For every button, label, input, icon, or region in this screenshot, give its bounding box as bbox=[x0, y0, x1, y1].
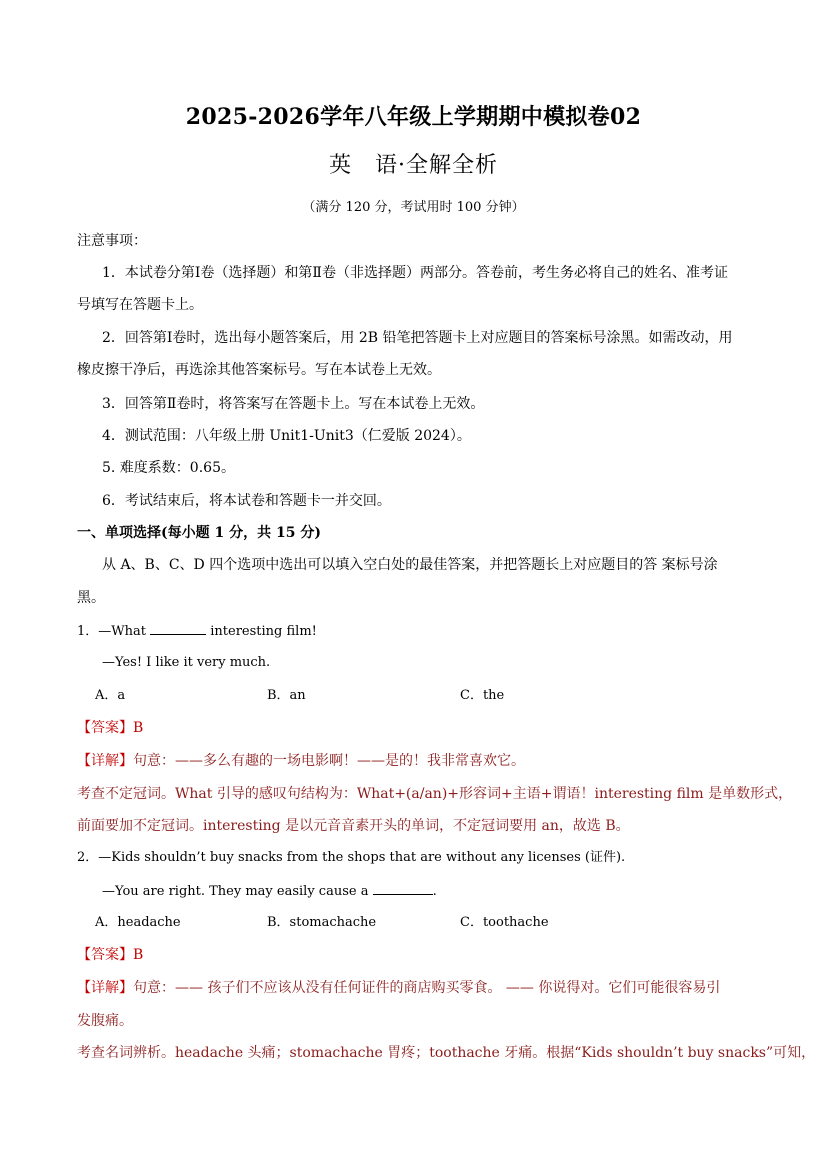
question-2-detail-text: 句意：—— 孩子们不应该从没有任何证件的商店购买零食。 —— 你说得对。它们可能很容易引 bbox=[133, 980, 721, 996]
question-2-option-c: C．toothache bbox=[460, 915, 549, 930]
note-2-line-1: 2．回答第Ⅰ卷时，选出每小题答案后，用 2B 铅笔把答题卡上对应题目的答案标号涂黑。如需改动，用 bbox=[102, 330, 733, 346]
question-2-reply bbox=[102, 882, 757, 901]
detail-tag: 【详解】 bbox=[77, 753, 133, 769]
question-2-detail-line-2: 发腹痛。 bbox=[77, 1013, 133, 1029]
question-1-detail bbox=[77, 752, 757, 770]
question-2-option-b: B．stomachache bbox=[267, 915, 377, 930]
question-1-stem-post: interesting film! bbox=[206, 624, 317, 639]
note-5: 5. 难度系数：0.65。 bbox=[102, 460, 235, 476]
question-1-stem bbox=[77, 622, 757, 641]
question-2-explanation: 考查名词辨析。headache 头痛；stomachache 胃疼；toothache 牙痛。根据“Kids shouldn’t buy snacks”可知， bbox=[77, 1045, 816, 1061]
page-title: 2025-2026学年八年级上学期期中模拟卷02 bbox=[185, 104, 642, 130]
question-2-reply-post: . bbox=[432, 884, 437, 899]
question-1-option-a: A．a bbox=[95, 688, 126, 703]
question-1-stem-pre: 1．—What bbox=[77, 624, 151, 639]
question-1-reply: —Yes! I like it very much. bbox=[102, 655, 271, 670]
question-1-answer: 【答案】B bbox=[77, 720, 144, 736]
note-1-line-2: 号填写在答题卡上。 bbox=[77, 297, 203, 313]
note-6: 6．考试结束后，将本试卷和答题卡一并交回。 bbox=[102, 493, 391, 509]
question-1-option-b: B．an bbox=[267, 688, 306, 703]
question-1-option-c: C．the bbox=[460, 688, 505, 703]
question-1-detail-text: 句意：——多么有趣的一场电影啊！——是的！我非常喜欢它。 bbox=[133, 753, 525, 769]
notes-heading: 注意事项： bbox=[77, 233, 147, 249]
question-2-answer: 【答案】B bbox=[77, 947, 144, 963]
page-subtitle: 英 语·全解全析 bbox=[329, 153, 498, 178]
note-2-line-2: 橡皮擦干净后，再选涂其他答案标号。写在本试卷上无效。 bbox=[77, 362, 441, 378]
section-1-instruction-line-1: 从 A、B、C、D 四个选项中选出可以填入空白处的最佳答案，并把答题长上对应题目的答 案标号涂 bbox=[102, 557, 718, 573]
section-1-instruction-line-2: 黑。 bbox=[77, 590, 105, 606]
question-1-explanation-line-2: 前面要加不定冠词。interesting 是以元音音素开头的单词，不定冠词要用 an，故选 B。 bbox=[77, 818, 630, 834]
answer-blank bbox=[373, 882, 433, 895]
detail-tag: 【详解】 bbox=[77, 980, 133, 996]
note-3: 3．回答第Ⅱ卷时，将答案写在答题卡上。写在本试卷上无效。 bbox=[102, 396, 485, 412]
question-1-explanation-line-1: 考查不定冠词。What 引导的感叹句结构为：What+(a/an)+形容词+主语+谓语！interesting film 是单数形式， bbox=[77, 786, 793, 802]
score-info: （满分 120 分，考试用时 100 分钟） bbox=[302, 200, 525, 215]
note-1-line-1: 1．本试卷分第Ⅰ卷（选择题）和第Ⅱ卷（非选择题）两部分。答卷前，考生务必将自己的姓名、准考证 bbox=[102, 265, 728, 281]
question-2-stem: 2．—Kids shouldn’t buy snacks from the shops that are without any licenses (证件). bbox=[77, 850, 626, 865]
section-1-heading: 一、单项选择(每小题 1 分，共 15 分) bbox=[77, 525, 321, 541]
answer-blank bbox=[150, 622, 206, 635]
note-4: 4．测试范围：八年级上册 Unit1-Unit3（仁爱版 2024）。 bbox=[102, 428, 471, 444]
question-2-reply-pre: —You are right. They may easily cause a bbox=[102, 884, 373, 899]
question-2-option-a: A．headache bbox=[95, 915, 181, 930]
question-2-detail-line-1 bbox=[77, 979, 757, 997]
